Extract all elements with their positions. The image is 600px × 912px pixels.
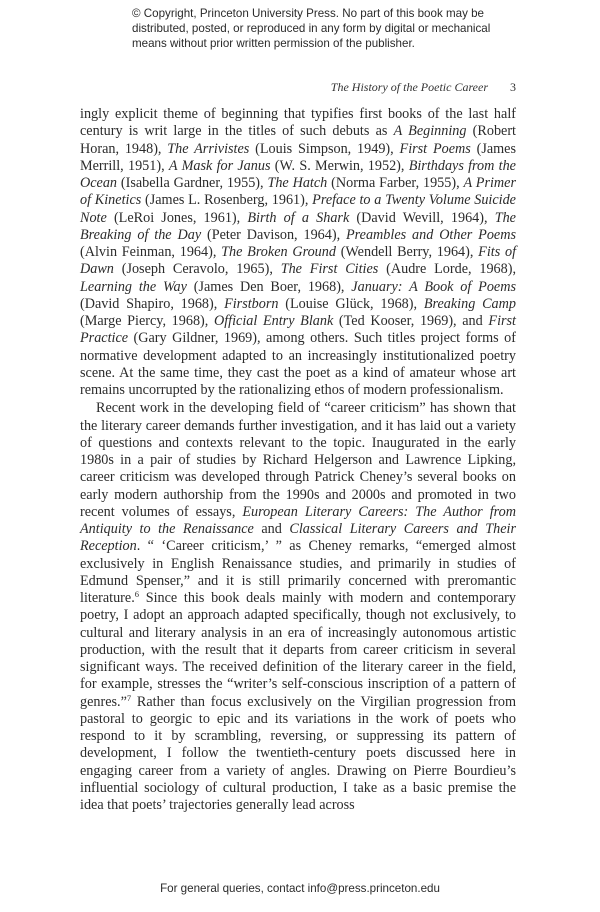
- page-number: 3: [510, 80, 516, 94]
- italic-title: The Arrivistes: [167, 140, 250, 157]
- italic-title: Classical Literary Careers and Their Reception: [80, 521, 516, 555]
- paragraph: [80, 400, 516, 814]
- italic-title: European Literary Careers: The Author from Antiquity to the Renaissance: [80, 503, 516, 537]
- text-run: (Louis Simpson, 1949),: [249, 140, 400, 157]
- body-text: [80, 106, 516, 814]
- text-run: . “ ‘Career criticism,’ ” as Cheney remarks, “emerged almost exclusively in English Renaissance studies, and primarily in studies of Edmund Spenser,” and it is still primarily concerned with preromantic literature.: [80, 538, 516, 606]
- italic-title: Birthdays from the Ocean: [80, 157, 516, 191]
- footnote-marker: 6: [134, 589, 139, 599]
- italic-title: Fits of Dawn: [80, 244, 517, 278]
- running-head: [80, 80, 516, 95]
- text-run: (LeRoi Jones, 1961),: [106, 209, 248, 226]
- italic-title: First Poems: [399, 140, 471, 157]
- footnote-marker: 7: [126, 692, 132, 703]
- text-run: (Peter Davison, 1964),: [201, 226, 346, 243]
- text-run: (James Merrill, 1951),: [80, 140, 517, 174]
- text-run: (Alvin Feinman, 1964),: [80, 244, 222, 260]
- footer-contact: For general queries, contact info@press.princeton.edu: [160, 882, 440, 895]
- text-run: (Norma Farber, 1955),: [327, 175, 464, 191]
- italic-title: First Practice: [80, 313, 516, 347]
- text-run: (Robert Horan, 1948),: [80, 123, 517, 157]
- text-run: (Marge Piercy, 1968),: [80, 313, 214, 329]
- text-run: (Gary Gildner, 1969), among others. Such titles project forms of normative development adapted to an increasingly institutionalized poetry scene. At the same time, they cast the poet as a kind of amateur whose art remains uncorrupted by the rationalizing ethos of modern professionalism.: [80, 330, 516, 398]
- text-run: Rather than focus exclusively on the Virgilian progression from pastoral to georgic to epic and its variations in the work of poets who respond to it by scrambling, reversing, or suppressing its pattern of development, I follow the twentieth-century poets discussed here in engaging career from a variety of angles. Drawing on Pierre Bourdieu’s influential sociology of cultural production, I take as a basic premise the idea that poets’ trajectories generally lead across: [80, 693, 516, 813]
- italic-title: Preambles and Other Poems: [346, 226, 516, 243]
- italic-title: Official Entry Blank: [213, 313, 334, 329]
- italic-title: Birth of a Shark: [247, 209, 350, 226]
- text-run: (David Shapiro, 1968),: [80, 295, 225, 312]
- text-run: Since this book deals mainly with modern and contemporary poetry, I adopt an approach adapted specifically, though not exclusively, to cultural and literary analysis in an era of increasingly autonomous artistic production, with the result that it departs from career criticism in several significant ways. The received definition of the literary career in the field, for example, stresses the “writer’s self-conscious inscription of a pattern of genres.”: [80, 590, 516, 710]
- text-run: (Isabella Gardner, 1955),: [117, 175, 268, 191]
- text-run: (Louise Glück, 1968),: [278, 295, 424, 312]
- italic-title: A Beginning: [393, 123, 467, 140]
- running-head-title: The History of the Poetic Career: [330, 80, 488, 94]
- italic-title: The Hatch: [267, 175, 328, 191]
- italic-title: A Mask for Janus: [168, 157, 271, 174]
- italic-title: Learning the Way: [80, 278, 187, 295]
- text-run: (David Wevill, 1964),: [349, 209, 495, 226]
- italic-title: Preface to a Twenty Volume Suicide Note: [80, 192, 516, 226]
- italic-title: The Breaking of the Day: [80, 209, 516, 243]
- italic-title: The First Cities: [280, 261, 379, 278]
- italic-title: Firstborn: [224, 295, 279, 312]
- text-run: (James Den Boer, 1968),: [186, 278, 352, 295]
- text-run: (Wendell Berry, 1964),: [335, 244, 479, 260]
- text-run: ingly explicit theme of beginning that typifies first books of the last half century is writ large in the titles of such debuts as: [80, 106, 516, 140]
- paragraph: [80, 106, 516, 399]
- text-run: (W. S. Merwin, 1952),: [270, 157, 409, 174]
- italic-title: Breaking Camp: [423, 295, 516, 312]
- text-run: (Audre Lorde, 1968),: [378, 261, 516, 278]
- italic-title: The Broken Ground: [221, 244, 336, 260]
- text-run: (James L. Rosenberg, 1961),: [141, 192, 313, 209]
- copyright-notice: © Copyright, Princeton University Press. No part of this book may be distributed, posted, or reproduced in any form by digital or mechanical means without prior written permission of the publisher.: [132, 7, 491, 50]
- text-run: Recent work in the developing field of “career criticism” has shown that the literary career demands further investigation, and it has laid out a variety of questions and contexts relevant to the topic. Inaugurated in the early 1980s in a pair of studies by Richard Helgerson and Lawrence Lipking, career criticism was developed through Patrick Cheney’s several books on early modern authorship from the 1990s and 2000s and promoted in two recent volumes of essays,: [80, 400, 516, 520]
- text-run: (Joseph Ceravolo, 1965),: [113, 261, 281, 278]
- text-run: and: [253, 521, 290, 537]
- italic-title: January: A Book of Poems: [351, 278, 516, 295]
- italic-title: A Primer of Kinetics: [80, 175, 516, 209]
- text-run: (Ted Kooser, 1969), and: [333, 313, 489, 329]
